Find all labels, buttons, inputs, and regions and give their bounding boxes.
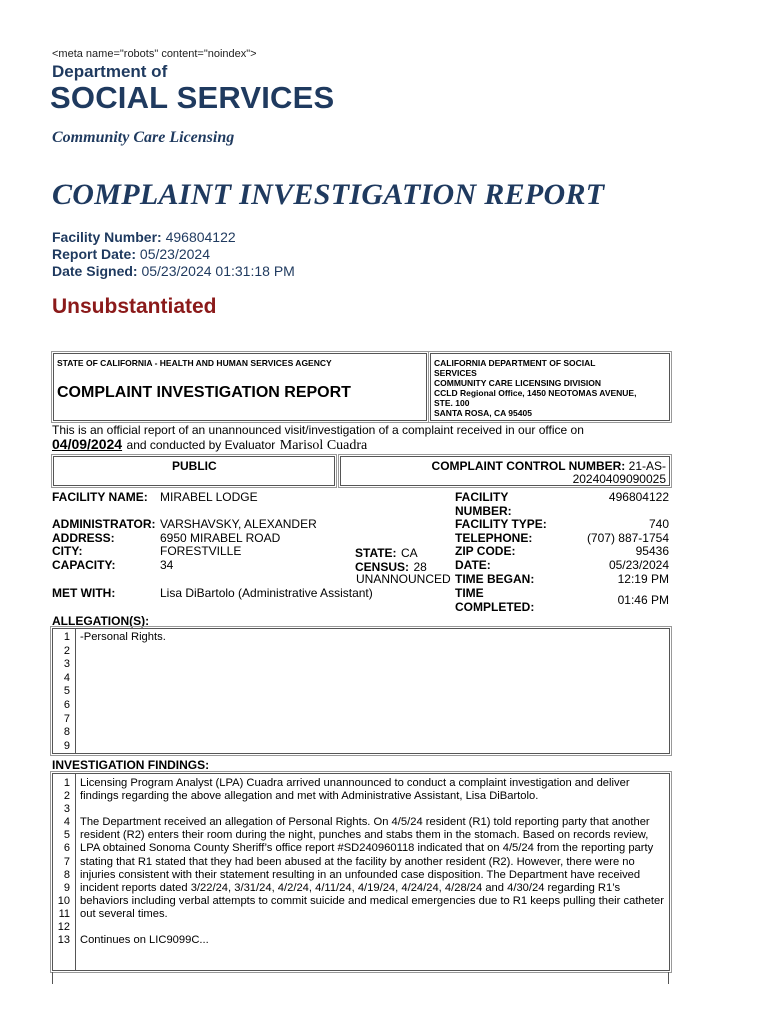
control-number-part1: 21-AS- [628, 459, 666, 473]
census-value: 28 [413, 560, 427, 574]
line-number: 3 [63, 803, 70, 816]
date-label: DATE: [455, 558, 491, 572]
dept-line-2: SERVICES [434, 368, 477, 378]
findings-box [52, 773, 670, 971]
zip-label: ZIP CODE: [455, 544, 516, 558]
line-number: 5 [63, 685, 70, 698]
line-number: 12 [57, 921, 70, 934]
intro-text: This is an official report of an unannounced visit/investigation of a complaint received in our office on [52, 423, 584, 437]
date-signed-label: Date Signed: [52, 263, 138, 279]
census-label: CENSUS: [355, 560, 410, 574]
capacity-label: CAPACITY: [52, 558, 116, 572]
allegations-label: ALLEGATION(S): [52, 614, 150, 628]
dept-line-3: COMMUNITY CARE LICENSING DIVISION [434, 378, 602, 388]
met-with-label: MET WITH: [52, 586, 116, 600]
line-number: 8 [63, 868, 70, 881]
allegation-text: -Personal Rights. [80, 631, 166, 643]
department-of-label: Department of [52, 62, 168, 81]
capacity-value: 34 [160, 558, 174, 572]
evaluator-name: Marisol Cuadra [279, 438, 368, 453]
control-number-line [432, 459, 666, 473]
line-number: 2 [63, 790, 70, 803]
time-completed-value: 01:46 PM [617, 593, 669, 607]
gutter-divider [75, 629, 76, 753]
telephone-value: (707) 887-1754 [586, 531, 669, 545]
line-number: 7 [63, 855, 70, 868]
administrator-value: VARSHAVSKY, ALEXANDER [160, 517, 317, 531]
findings-paragraph-2: The Department received an allegation of Personal Rights. On 4/5/24 resident (R1) told reporting party that another resident (R2) enters their room during the night, punches and stabs them in the stomach. Based on records review, LPA obtained Sonoma County Sheriff’s office report #SD240960118 indicated that on 4/5/24 from the reporting party stating that R1 stated that they had been abused at the facility by another resident (R2). However, there were no injuries consistent with their statement resulting in an unfounded case disposition. The Department have received incident reports dated 3/22/24, 3/31/24, 4/2/24, 4/11/24, 4/19/24, 4/24/24, 4/28/24 and 4/30/24 regarding R1’s behaviors including verbal attempts to commit suicide and medical emergencies due to R1 keeps pulling their catheter out several times. [80, 816, 664, 920]
visit-type: UNANNOUNCED [356, 572, 451, 586]
line-number: 5 [63, 829, 70, 842]
line-number: 6 [63, 698, 70, 711]
administrator-label: ADMINISTRATOR: [52, 517, 156, 531]
state-label: STATE: [355, 546, 397, 560]
facility-number-label-2: FACILITY [455, 490, 509, 504]
address-label: ADDRESS: [52, 531, 115, 545]
conducted-by-text: and conducted by Evaluator [126, 438, 276, 452]
time-began-value: 12:19 PM [617, 572, 669, 586]
report-title: COMPLAINT INVESTIGATION REPORT [52, 178, 605, 211]
allegation-line-numbers [56, 631, 70, 753]
intro-line-2 [52, 436, 367, 454]
control-number-label: COMPLAINT CONTROL NUMBER: [431, 459, 626, 473]
met-with-value: Lisa DiBartolo (Administrative Assistant) [160, 586, 373, 600]
line-number: 1 [63, 631, 70, 643]
time-completed-label-2: COMPLETED: [455, 600, 535, 614]
date-signed-line [52, 263, 295, 279]
line-number: 9 [63, 881, 70, 894]
time-completed-label: TIME [455, 586, 484, 600]
facility-type-value: 740 [648, 517, 669, 531]
line-number: 8 [63, 726, 70, 739]
findings-paragraph-1: Licensing Program Analyst (LPA) Cuadra arrived unannounced to conduct a complaint investigation and deliver findings regarding the above allegation and met with Administrative Assistant, Lisa DiBartolo. [80, 777, 630, 803]
address-value: 6950 MIRABEL ROAD [160, 531, 281, 545]
page-edge-left [52, 972, 53, 984]
dept-line-4: CCLD Regional Office, 1450 NEOTOMAS AVENUE, [434, 388, 637, 398]
date-value: 05/23/2024 [608, 558, 669, 572]
dept-line-6: SANTA ROSA, CA 95405 [434, 408, 532, 418]
line-number: 13 [57, 934, 70, 947]
allegations-box [52, 628, 670, 754]
city-value: FORESTVILLE [160, 544, 242, 558]
gutter-divider [75, 774, 76, 970]
line-number: 9 [63, 739, 70, 752]
status-badge: Unsubstantiated [52, 295, 217, 318]
report-date-value: 05/23/2024 [139, 246, 210, 262]
line-number: 11 [58, 907, 70, 920]
form-title: COMPLAINT INVESTIGATION REPORT [57, 384, 351, 401]
form-header-right [430, 353, 670, 421]
facility-number-label-2b: NUMBER: [455, 504, 512, 518]
facility-number-value: 496804122 [165, 229, 236, 245]
report-date-line [52, 246, 210, 262]
form-header-left [53, 353, 427, 421]
facility-name-label: FACILITY NAME: [52, 490, 148, 504]
public-label: PUBLIC [172, 459, 217, 473]
line-number: 1 [63, 777, 70, 789]
community-care-licensing-subtitle: Community Care Licensing [52, 129, 235, 146]
state-value: CA [401, 546, 418, 560]
telephone-label: TELEPHONE: [455, 531, 533, 545]
line-number: 4 [63, 671, 70, 684]
social-services-heading: SOCIAL SERVICES [50, 80, 335, 115]
facility-name-value: MIRABEL LODGE [160, 490, 258, 504]
received-date: 04/09/2024 [52, 436, 123, 452]
findings-line-numbers [56, 777, 70, 947]
findings-text [80, 777, 664, 947]
line-number: 6 [63, 842, 70, 855]
time-began-label: TIME BEGAN: [455, 572, 535, 586]
dept-line-1: CALIFORNIA DEPARTMENT OF SOCIAL [434, 358, 596, 368]
zip-value: 95436 [635, 544, 669, 558]
control-number-part2: 20240409090025 [572, 472, 666, 486]
public-box [53, 456, 335, 486]
line-number: 2 [63, 644, 70, 657]
state-agency-label: STATE OF CALIFORNIA - HEALTH AND HUMAN SERVICES AGENCY [57, 358, 332, 368]
findings-label: INVESTIGATION FINDINGS: [52, 758, 210, 772]
line-number: 7 [63, 712, 70, 725]
line-number: 10 [57, 894, 70, 907]
date-signed-value: 05/23/2024 01:31:18 PM [141, 263, 295, 279]
control-number-box [340, 456, 670, 486]
facility-type-label: FACILITY TYPE: [455, 517, 547, 531]
facility-number-line [52, 229, 236, 245]
facility-number-label: Facility Number: [52, 229, 162, 245]
line-number: 4 [63, 816, 70, 829]
city-label: CITY: [52, 544, 83, 558]
page-edge-right [668, 972, 669, 984]
facility-number-value-2: 496804122 [608, 490, 669, 504]
dept-line-5: STE. 100 [434, 398, 470, 408]
line-number: 3 [63, 658, 70, 671]
continues-note: Continues on LIC9099C... [80, 934, 209, 947]
report-date-label: Report Date: [52, 246, 137, 262]
meta-robots-text: <meta name="robots" content="noindex"> [52, 48, 257, 60]
